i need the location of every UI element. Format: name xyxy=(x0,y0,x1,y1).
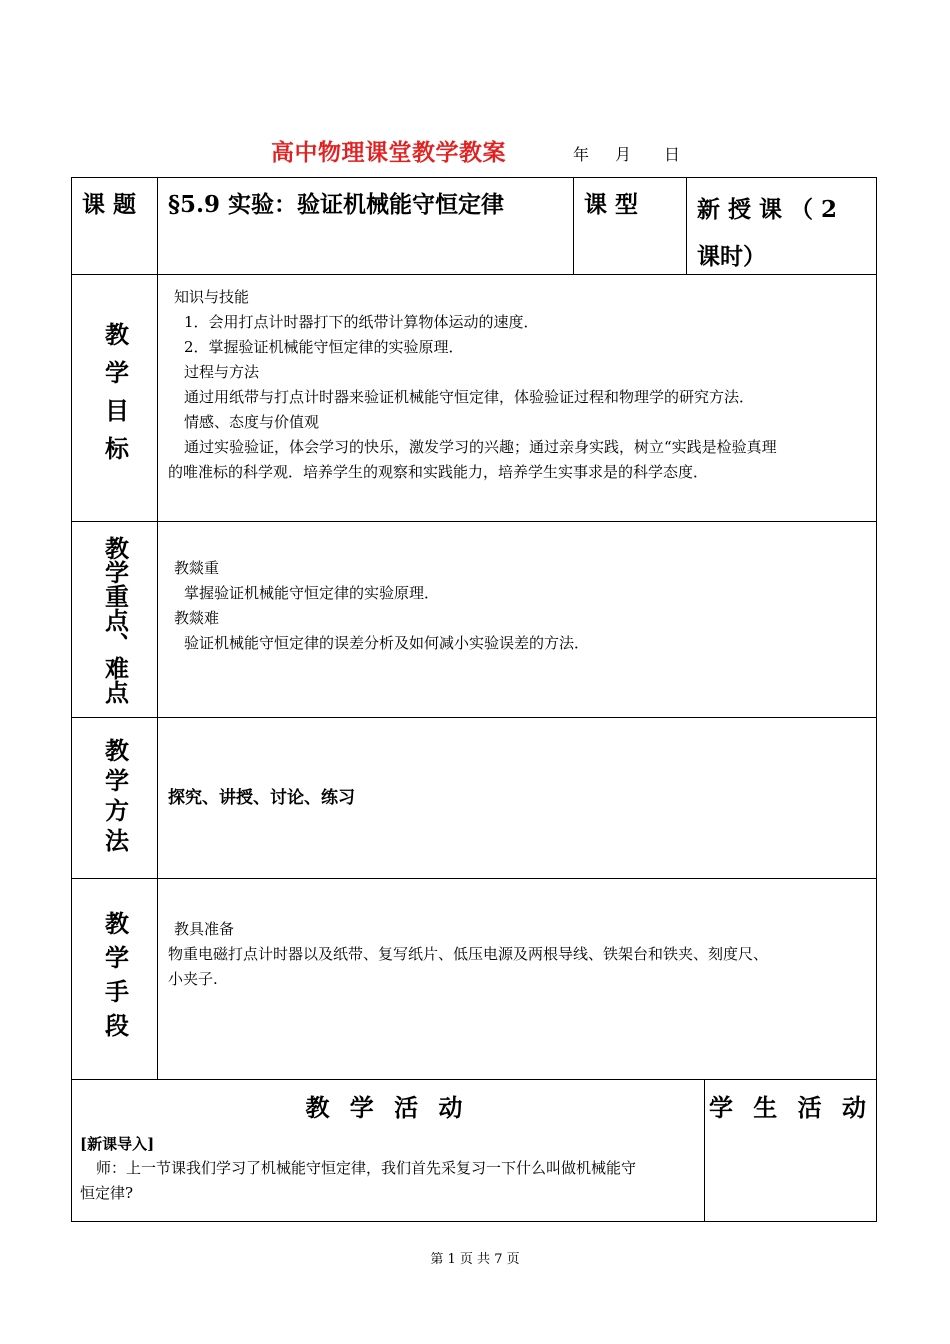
page-title: 高中物理课堂教学教案 xyxy=(271,139,506,166)
objective-line: 知识与技能 xyxy=(174,288,250,306)
page-header xyxy=(0,134,950,168)
tools-line: 教具准备 xyxy=(174,920,235,938)
key-point-line: 教燚重 xyxy=(174,559,220,577)
objective-line: 1．会用打点计时器打下的纸带计算物体运动的速度． xyxy=(184,313,539,331)
tools-row xyxy=(72,879,876,1080)
topic-label: 课 题 xyxy=(82,191,137,218)
key-points-body xyxy=(158,522,876,717)
type-cell xyxy=(687,178,876,274)
objectives-body xyxy=(158,275,876,521)
objectives-label: 教学目标 xyxy=(100,322,130,474)
type-value: 新 授 课 （ 2 课时） xyxy=(697,196,838,270)
methods-label: 教学方法 xyxy=(100,738,130,858)
methods-row xyxy=(72,718,876,879)
page-footer: 第 1 页 共 7 页 xyxy=(430,1252,520,1267)
tools-line: 物重电磁打点计时器以及纸带、复写纸片、低压电源及两根导线、铁架台和铁夹、刻度尺、 xyxy=(168,945,769,963)
key-points-row xyxy=(72,522,876,718)
objectives-label-cell xyxy=(72,275,158,521)
topic-row xyxy=(72,178,876,275)
tools-line: 小夹子. xyxy=(168,970,218,988)
type-label: 课 型 xyxy=(584,191,639,218)
tools-body xyxy=(158,879,876,1079)
objective-line: 情感、态度与价值观 xyxy=(184,413,320,431)
section-heading: [新课导入] xyxy=(80,1135,155,1153)
key-point-line: 教燚难 xyxy=(174,609,220,627)
topic-title: §5.9 实验：验证机械能守恒定律 xyxy=(168,191,505,218)
methods-label-cell xyxy=(72,718,158,878)
objectives-row xyxy=(72,275,876,522)
activity-line: 恒定律? xyxy=(80,1184,134,1202)
objective-line: 通过用纸带与打点计时器来验证机械能守恒定律，体验验证过程和物理学的研究方法． xyxy=(184,388,755,406)
key-point-line: 验证机械能守恒定律的误差分析及如何减小实验误差的方法． xyxy=(184,634,590,652)
objective-line: 的唯准标的科学观．培养学生的观察和实践能力，培养学生实事求是的科学态度． xyxy=(168,463,709,481)
tools-label: 教学手段 xyxy=(100,911,130,1047)
type-label-cell xyxy=(574,178,687,274)
student-activity-heading: 学 生 活 动 xyxy=(708,1093,873,1122)
topic-cell xyxy=(158,178,574,274)
methods-body xyxy=(158,718,876,878)
activities-row xyxy=(72,1080,876,1221)
date-day: 日 xyxy=(664,145,681,164)
activity-line: 师：上一节课我们学习了机械能守恒定律，我们首先采复习一下什么叫做机械能守 xyxy=(96,1159,637,1177)
student-activity-cell xyxy=(705,1080,876,1221)
date-year: 年 xyxy=(573,145,590,164)
key-points-label-cell xyxy=(72,522,158,717)
objective-line: 2．掌握验证机械能守恒定律的实验原理． xyxy=(184,338,464,356)
date-month: 月 xyxy=(615,145,632,164)
topic-label-cell xyxy=(72,178,158,274)
objective-line: 过程与方法 xyxy=(184,363,260,381)
tools-label-cell xyxy=(72,879,158,1079)
teacher-activity-heading: 教 学 活 动 xyxy=(305,1093,469,1122)
key-points-label: 教学重点、难点 xyxy=(100,535,130,704)
methods-text: 探究、讲授、讨论、练习 xyxy=(168,787,355,808)
lesson-plan-table xyxy=(71,177,877,1222)
key-point-line: 掌握验证机械能守恒定律的实验原理． xyxy=(184,584,440,602)
teacher-activity-cell xyxy=(72,1080,705,1221)
objective-line: 通过实验验证，体会学习的快乐，激发学习的兴趣；通过亲身实践，树立“实践是检验真理 xyxy=(184,438,777,456)
